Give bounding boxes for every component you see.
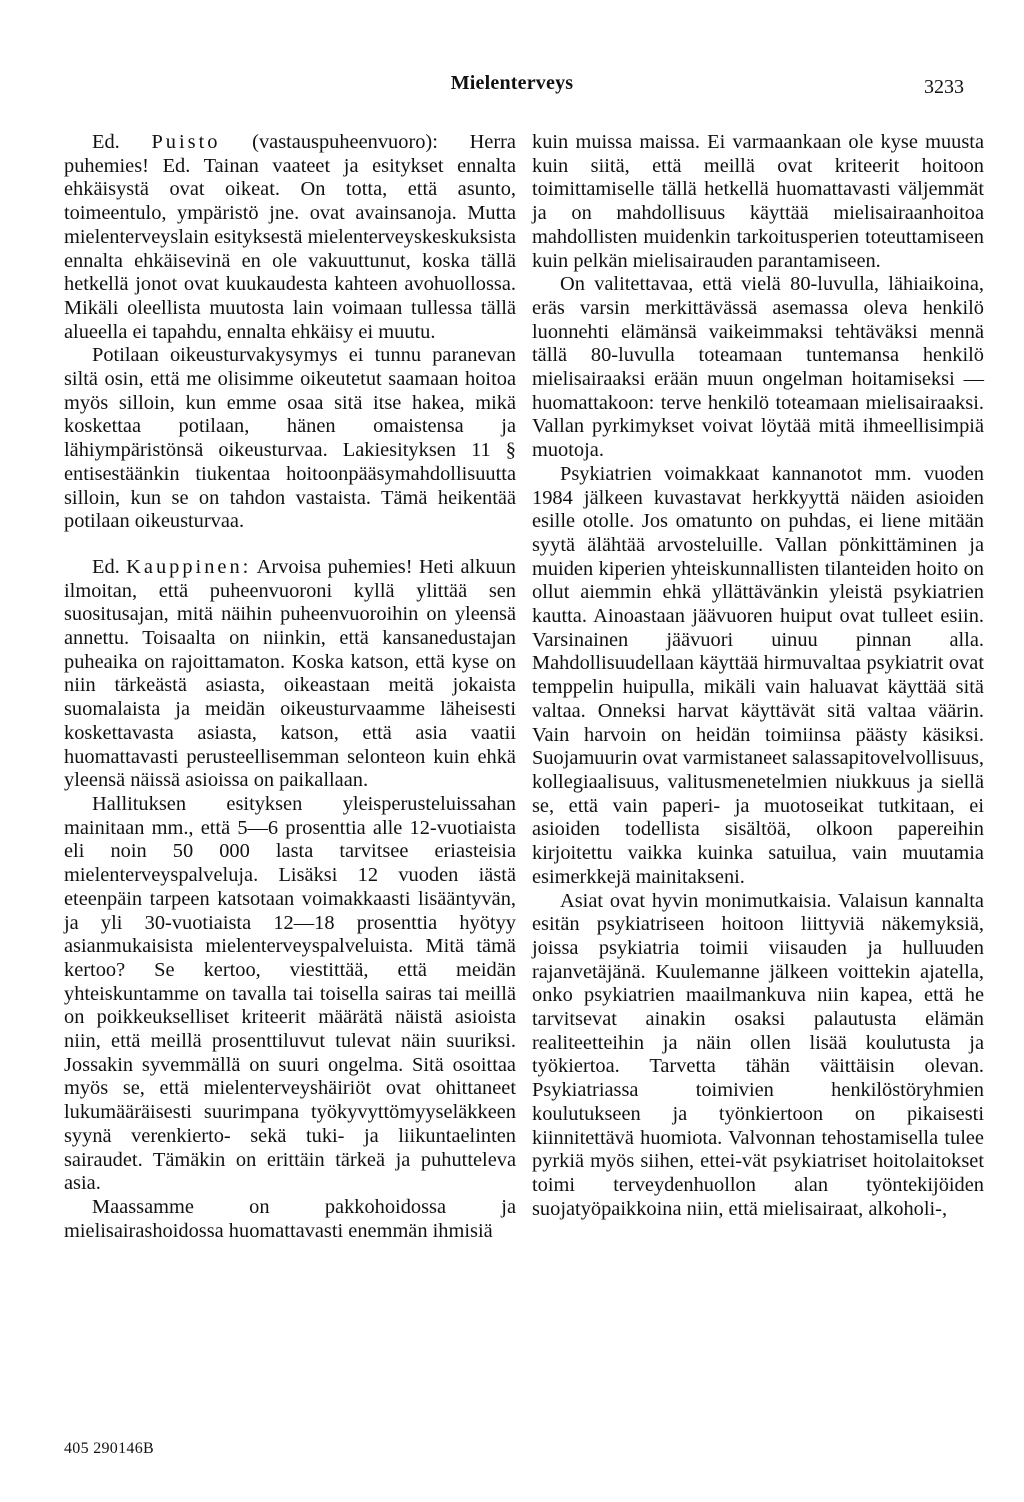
paragraph-text: Arvoisa puhemies! Heti alkuun ilmoitan, että puheenvuoroni kyllä ylittää sen suositusajan, mitä näihin puheenvuoroihin on yleensä annettu. Toisaalta on niinkin, että kansanedustajan puheaika on rajoittamaton. Koska katson, että kyse on niin tärkeästä asiasta, oikeastaan meitä jokaista suomalaista ja meidän oikeusturvaamme läheisesti koskettavasta asiasta, katson, että asia vaatii huomattavasti perusteellisemman selonteon kuin ehkä yleensä näissä asioissa on paikallaan. [64, 555, 516, 792]
paragraph: Psykiatrien voimakkaat kannanotot mm. vuoden 1984 jälkeen kuvastavat herkkyyttä näiden asioiden esille otolle. Jos omatunto on puhdas, ei liene mitään syytä älähtää arvosteluille. Vallan pönkittäminen ja muiden kiperien yhteiskunnallisten tilanteiden hoito on ollut aiemmin ehkä yllättävänkin yleistä psykiatrien kautta. Ainoastaan jäävuoren huiput ovat tulleet esiin. Varsinainen jäävuori uinuu pinnan alla. Mahdollisuudellaan käyttää hirmuvaltaa psykiatrit ovat temppelin huipulla, mikäli vain haluavat käyttää sitä valtaa. Onneksi harvat käyttävät sitä valtaa väärin. Vain harvoin on heidän toimiinsa päästy käsiksi. Suojamuurin ovat varmistaneet salassapitovelvollisuus, kollegiaalisuus, valitusmenetelmien niukkuus ja siellä se, että vain paperi- ja muotoseikat tutkitaan, ei asioiden todellista sisältöä, olkoon papereihin kirjoitettu vaikka kuinka satuilua, vain muutamia esimerkkejä mainitakseni. [532, 462, 984, 888]
paragraph-kauppinen-speech [64, 556, 516, 793]
paragraph: On valitettavaa, että vielä 80-luvulla, lähiaikoina, eräs varsin merkittävässä asemassa oleva henkilö luonnehti elämänsä vaikeimmaksi tehtäväksi mennä tällä 80-luvulla toteamaan tuntemansa henkilö mielisairaaksi erään muun ongelman hoitamiseksi — huomattakoon: terve henkilö toteamaan mielisairaaksi. Vallan pyrkimykset voivat löytää mitä ihmeellisimpiä muotoja. [532, 273, 984, 462]
paragraph: Potilaan oikeusturvakysymys ei tunnu paranevan siltä osin, että me olisimme oikeutetut saamaan hoitoa myös silloin, kun emme osaa sitä itse hakea, mikä koskettaa potilaan, hänen omaistensa ja lähiympäristönsä oikeusturvaa. Lakiesityksen 11 § entisestäänkin tiukentaa hoitoonpääsymahdollisuutta silloin, kun se on tahdon vastaista. Tämä heikentää potilaan oikeusturvaa. [64, 344, 516, 533]
paragraph: Asiat ovat hyvin monimutkaisia. Valaisun kannalta esitän psykiatriseen hoitoon liittyviä näkemyksiä, joissa psykiatria toimii viisauden ja hulluuden rajanvetäjänä. Kuulemanne jälkeen voittekin ajatella, onko psykiatrien maailmankuva niin kapea, että he tarvitsevat ainakin osaksi palautusta elämän realiteetteihin ja näin ollen lisää koulutusta ja työkiertoa. Tarvetta tähän väittäisin olevan. Psykiatriassa toimivien henkilöstöryhmien koulutukseen ja työnkiertoon on pikaisesti kiinnitettävä huomiota. Valvonnan tehostamisella tulee pyrkiä myös siihen, ettei-vät psykiatriset hoitolaitokset toimi terveydenhuollon alan työntekijöiden suojatyöpaikkoina niin, että mielisairaat, alkoholi-, [532, 889, 984, 1220]
title-prefix: Ed. [92, 131, 120, 153]
paragraph: Maassamme on pakkohoidossa ja mielisairashoidossa huomattavasti enemmän ihmisiä [64, 1195, 516, 1242]
printer-code: 405 290146B [64, 1440, 154, 1457]
paragraph-continued: kuin muissa maissa. Ei varmaankaan ole kyse muusta kuin siitä, että meillä ovat kriteerit hoitoon toimittamiselle tällä hetkellä huomattavasti väljemmät ja on mahdollisuus käyttää mielisairaanhoitoa mahdollisten muidenkin tarkoitusperien toteuttamiseen kuin pelkän mielisairauden parantamiseen. [532, 131, 984, 272]
paragraph-text: (vastauspuheenvuoro): Herra puhemies! Ed. Tainan vaateet ja esitykset ennalta ehkäisystä ovat oikeat. On totta, että asunto, toimeentulo, ympäristö jne. ovat avainsanoja. Mutta mielenterveyslain esityksestä mielenterveyskeskuksista ennalta ehkäisevinä en ole vakuuttunut, koska tällä hetkellä jonot ovat kuukaudesta kahteen avohuollossa. Mikäli oleellista muutosta lain voimaan tullessa tällä alueella ei tapahdu, ennalta ehkäisy ei muutu. [64, 131, 516, 343]
speaker-name: Kauppinen: [126, 555, 252, 578]
page-number: 3233 [924, 76, 964, 98]
right-column [532, 131, 984, 1221]
title-prefix: Ed. [92, 555, 120, 578]
running-title: Mielenterveys [450, 72, 574, 94]
paragraph-puisto-speech [64, 131, 516, 344]
paragraph: Hallituksen esityksen yleisperusteluissahan mainitaan mm., että 5—6 prosenttia alle 12-vuotiaista eli noin 50 000 lasta tarvitsee eriasteisia mielenterveyspalveluja. Lisäksi 12 vuoden iästä eteenpäin tarpeen katsotaan voimakkaasti lisääntyvän, ja yli 30-vuotiaista 12—18 prosenttia hyötyy asianmukaisista mielenterveyspalveluista. Mitä tämä kertoo? Se kertoo, viestittää, että meidän yhteiskuntamme on tavalla tai toisella sairas tai meillä on poikkeukselliset kriteerit määrätä näistä asioista niin, että meillä prosenttiluvut tulevat näin suuriksi. Jossakin syvemmällä on suuri ongelma. Sitä osoittaa myös se, että mielenterveyshäiriöt ovat ohittaneet lukumääräisesti suurimpana työkyvyttömyyseläkkeen syynä verenkierto- sekä tuki- ja liikuntaelinten sairaudet. Tämäkin on erittäin tärkeä ja puhutteleva asia. [64, 792, 516, 1195]
left-column [64, 131, 516, 1243]
speaker-name: Puisto [151, 131, 221, 153]
